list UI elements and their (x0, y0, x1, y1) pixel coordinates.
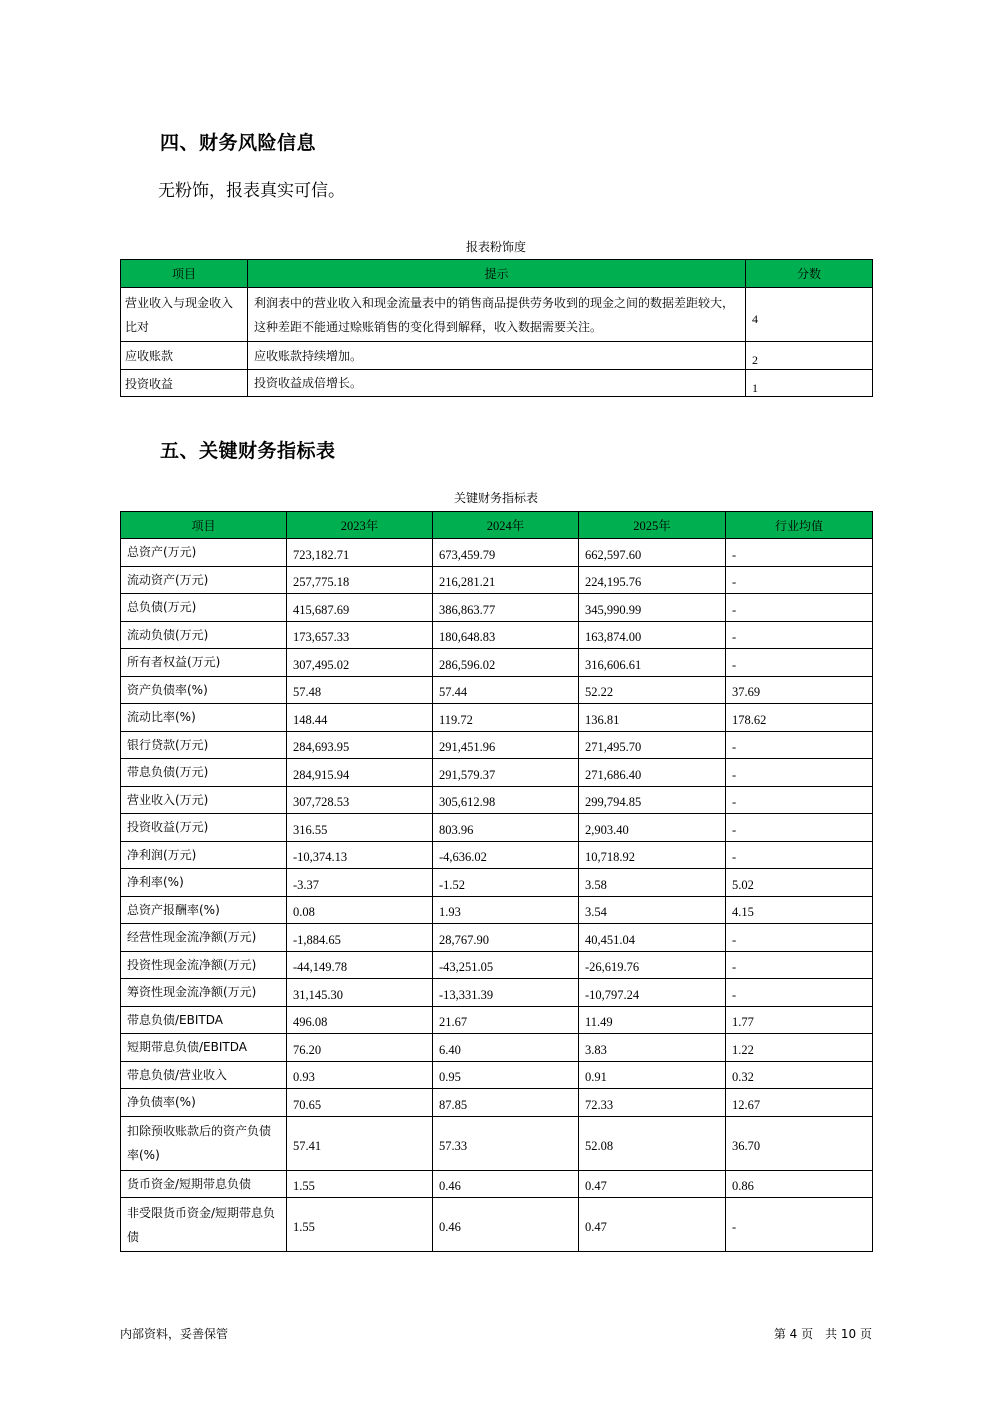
indicator-label: 带息负债/营业收入 (121, 1061, 287, 1089)
value-2025: -26,619.76 (579, 951, 726, 979)
header-2023: 2023年 (287, 512, 433, 539)
indicator-row (121, 924, 873, 952)
indicator-row (121, 594, 873, 622)
value-2025: 299,794.85 (579, 786, 726, 814)
value-industry-avg: - (726, 786, 873, 814)
indicator-label: 经营性现金流净额(万元) (121, 924, 287, 952)
section4-heading: 四、财务风险信息 (160, 132, 317, 154)
value-2025: 2,903.40 (579, 814, 726, 842)
indicator-row (121, 979, 873, 1007)
indicator-row (121, 786, 873, 814)
risk-score: 4 (746, 288, 873, 342)
value-industry-avg: 12.67 (726, 1089, 873, 1117)
value-industry-avg: - (726, 649, 873, 677)
indicator-row (121, 731, 873, 759)
value-2025: 345,990.99 (579, 594, 726, 622)
value-industry-avg: - (726, 731, 873, 759)
value-2025: 271,495.70 (579, 731, 726, 759)
value-2024: 0.46 (433, 1198, 579, 1252)
indicator-label: 资产负债率(%) (121, 676, 287, 704)
indicator-table (120, 511, 873, 1252)
value-2023: 31,145.30 (287, 979, 433, 1007)
value-2025: 11.49 (579, 1006, 726, 1034)
indicator-label: 总资产报酬率(%) (121, 896, 287, 924)
value-industry-avg: - (726, 621, 873, 649)
value-2025: 316,606.61 (579, 649, 726, 677)
value-2024: 21.67 (433, 1006, 579, 1034)
value-2024: -4,636.02 (433, 841, 579, 869)
value-2023: 723,182.71 (287, 539, 433, 567)
value-2025: 52.22 (579, 676, 726, 704)
risk-table-header (121, 260, 873, 288)
risk-hint: 投资收益成倍增长。 (248, 370, 746, 397)
value-2024: 673,459.79 (433, 539, 579, 567)
value-2024: 57.33 (433, 1116, 579, 1170)
indicator-row (121, 1006, 873, 1034)
value-industry-avg: - (726, 566, 873, 594)
value-2023: 415,687.69 (287, 594, 433, 622)
value-2023: 257,775.18 (287, 566, 433, 594)
value-2025: 271,686.40 (579, 759, 726, 787)
value-2023: -3.37 (287, 869, 433, 897)
value-industry-avg: 1.22 (726, 1034, 873, 1062)
value-2023: 1.55 (287, 1198, 433, 1252)
footer-note: 内部资料，妥善保管 (120, 1327, 229, 1341)
value-industry-avg: - (726, 594, 873, 622)
value-2024: -13,331.39 (433, 979, 579, 1007)
value-2024: 803.96 (433, 814, 579, 842)
indicator-row (121, 1170, 873, 1198)
indicator-row (121, 1116, 873, 1170)
value-2023: 284,915.94 (287, 759, 433, 787)
value-2024: 0.46 (433, 1170, 579, 1198)
value-2025: 0.47 (579, 1198, 726, 1252)
indicator-label: 带息负债(万元) (121, 759, 287, 787)
value-2025: 0.47 (579, 1170, 726, 1198)
header-item: 项目 (121, 260, 248, 288)
value-2025: 40,451.04 (579, 924, 726, 952)
indicator-label: 投资收益(万元) (121, 814, 287, 842)
value-2023: 284,693.95 (287, 731, 433, 759)
header-2024: 2024年 (433, 512, 579, 539)
value-2023: 316.55 (287, 814, 433, 842)
value-2025: 224,195.76 (579, 566, 726, 594)
risk-table-row (121, 288, 873, 342)
indicator-row (121, 1061, 873, 1089)
header-industry-avg: 行业均值 (726, 512, 873, 539)
indicator-row (121, 539, 873, 567)
indicator-row (121, 869, 873, 897)
value-2025: 52.08 (579, 1116, 726, 1170)
value-2025: 3.83 (579, 1034, 726, 1062)
value-industry-avg: 178.62 (726, 704, 873, 732)
value-2024: 28,767.90 (433, 924, 579, 952)
value-industry-avg: 36.70 (726, 1116, 873, 1170)
header-score: 分数 (746, 260, 873, 288)
value-industry-avg: 0.32 (726, 1061, 873, 1089)
value-2025: 3.58 (579, 869, 726, 897)
value-2025: -10,797.24 (579, 979, 726, 1007)
indicator-label: 非受限货币资金/短期带息负债 (121, 1198, 287, 1252)
risk-hint: 利润表中的营业收入和现金流量表中的销售商品提供劳务收到的现金之间的数据差距较大，这种差距不能通过赊账销售的变化得到解释，收入数据需要关注。 (248, 288, 746, 342)
value-industry-avg: - (726, 979, 873, 1007)
indicator-table-header (121, 512, 873, 539)
value-industry-avg: - (726, 951, 873, 979)
indicator-row (121, 676, 873, 704)
value-2024: -1.52 (433, 869, 579, 897)
table1-caption: 报表粉饰度 (465, 240, 526, 254)
indicator-label: 营业收入(万元) (121, 786, 287, 814)
risk-score: 2 (746, 342, 873, 370)
value-2024: 180,648.83 (433, 621, 579, 649)
header-2025: 2025年 (579, 512, 726, 539)
indicator-row (121, 621, 873, 649)
value-2025: 136.81 (579, 704, 726, 732)
indicator-label: 流动资产(万元) (121, 566, 287, 594)
value-2023: 307,728.53 (287, 786, 433, 814)
indicator-label: 带息负债/EBITDA (121, 1006, 287, 1034)
value-industry-avg: - (726, 814, 873, 842)
table2-caption: 关键财务指标表 (453, 491, 538, 505)
value-industry-avg: - (726, 1198, 873, 1252)
indicator-label: 净利率(%) (121, 869, 287, 897)
value-2023: 0.08 (287, 896, 433, 924)
indicator-label: 货币资金/短期带息负债 (121, 1170, 287, 1198)
value-2024: 87.85 (433, 1089, 579, 1117)
value-2024: 119.72 (433, 704, 579, 732)
value-2024: -43,251.05 (433, 951, 579, 979)
risk-item: 应收账款 (121, 342, 248, 370)
indicator-row (121, 841, 873, 869)
indicator-label: 总负债(万元) (121, 594, 287, 622)
value-2023: 70.65 (287, 1089, 433, 1117)
indicator-label: 所有者权益(万元) (121, 649, 287, 677)
value-2024: 386,863.77 (433, 594, 579, 622)
indicator-label: 总资产(万元) (121, 539, 287, 567)
value-2024: 57.44 (433, 676, 579, 704)
value-industry-avg: 0.86 (726, 1170, 873, 1198)
risk-hint: 应收账款持续增加。 (248, 342, 746, 370)
value-2025: 10,718.92 (579, 841, 726, 869)
indicator-row (121, 1198, 873, 1252)
value-2024: 216,281.21 (433, 566, 579, 594)
section5-heading: 五、关键财务指标表 (160, 440, 336, 462)
value-2023: 1.55 (287, 1170, 433, 1198)
header-hint: 提示 (248, 260, 746, 288)
risk-table (120, 259, 873, 397)
value-2024: 291,579.37 (433, 759, 579, 787)
indicator-label: 投资性现金流净额(万元) (121, 951, 287, 979)
value-2023: -1,884.65 (287, 924, 433, 952)
value-2025: 0.91 (579, 1061, 726, 1089)
indicator-label: 流动负债(万元) (121, 621, 287, 649)
value-2024: 0.95 (433, 1061, 579, 1089)
indicator-label: 扣除预收账款后的资产负债率(%) (121, 1116, 287, 1170)
value-2023: -44,149.78 (287, 951, 433, 979)
indicator-label: 净负债率(%) (121, 1089, 287, 1117)
value-2024: 305,612.98 (433, 786, 579, 814)
risk-table-row (121, 342, 873, 370)
risk-score: 1 (746, 370, 873, 397)
indicator-row (121, 1034, 873, 1062)
indicator-row (121, 1089, 873, 1117)
indicator-row (121, 649, 873, 677)
indicator-row (121, 896, 873, 924)
indicator-row (121, 566, 873, 594)
indicator-label: 银行贷款(万元) (121, 731, 287, 759)
indicator-row (121, 951, 873, 979)
value-industry-avg: - (726, 841, 873, 869)
value-2024: 6.40 (433, 1034, 579, 1062)
value-industry-avg: 5.02 (726, 869, 873, 897)
indicator-row (121, 704, 873, 732)
value-2024: 286,596.02 (433, 649, 579, 677)
value-2023: -10,374.13 (287, 841, 433, 869)
indicator-label: 净利润(万元) (121, 841, 287, 869)
value-2023: 57.48 (287, 676, 433, 704)
risk-item: 营业收入与现金收入比对 (121, 288, 248, 342)
value-industry-avg: 37.69 (726, 676, 873, 704)
risk-table-row (121, 370, 873, 397)
value-2025: 163,874.00 (579, 621, 726, 649)
value-industry-avg: 4.15 (726, 896, 873, 924)
indicator-label: 短期带息负债/EBITDA (121, 1034, 287, 1062)
value-2025: 662,597.60 (579, 539, 726, 567)
value-2023: 173,657.33 (287, 621, 433, 649)
value-2025: 3.54 (579, 896, 726, 924)
value-industry-avg: - (726, 759, 873, 787)
section4-summary: 无粉饰，报表真实可信。 (158, 181, 345, 201)
indicator-row (121, 814, 873, 842)
indicator-label: 流动比率(%) (121, 704, 287, 732)
value-industry-avg: 1.77 (726, 1006, 873, 1034)
value-2023: 496.08 (287, 1006, 433, 1034)
indicator-label: 筹资性现金流净额(万元) (121, 979, 287, 1007)
risk-item: 投资收益 (121, 370, 248, 397)
value-2023: 76.20 (287, 1034, 433, 1062)
value-2024: 291,451.96 (433, 731, 579, 759)
value-industry-avg: - (726, 539, 873, 567)
indicator-row (121, 759, 873, 787)
page-number: 第 4 页 共 10 页 (773, 1327, 872, 1341)
value-2025: 72.33 (579, 1089, 726, 1117)
value-2023: 0.93 (287, 1061, 433, 1089)
value-industry-avg: - (726, 924, 873, 952)
value-2023: 148.44 (287, 704, 433, 732)
value-2023: 57.41 (287, 1116, 433, 1170)
value-2024: 1.93 (433, 896, 579, 924)
value-2023: 307,495.02 (287, 649, 433, 677)
header-item: 项目 (121, 512, 287, 539)
